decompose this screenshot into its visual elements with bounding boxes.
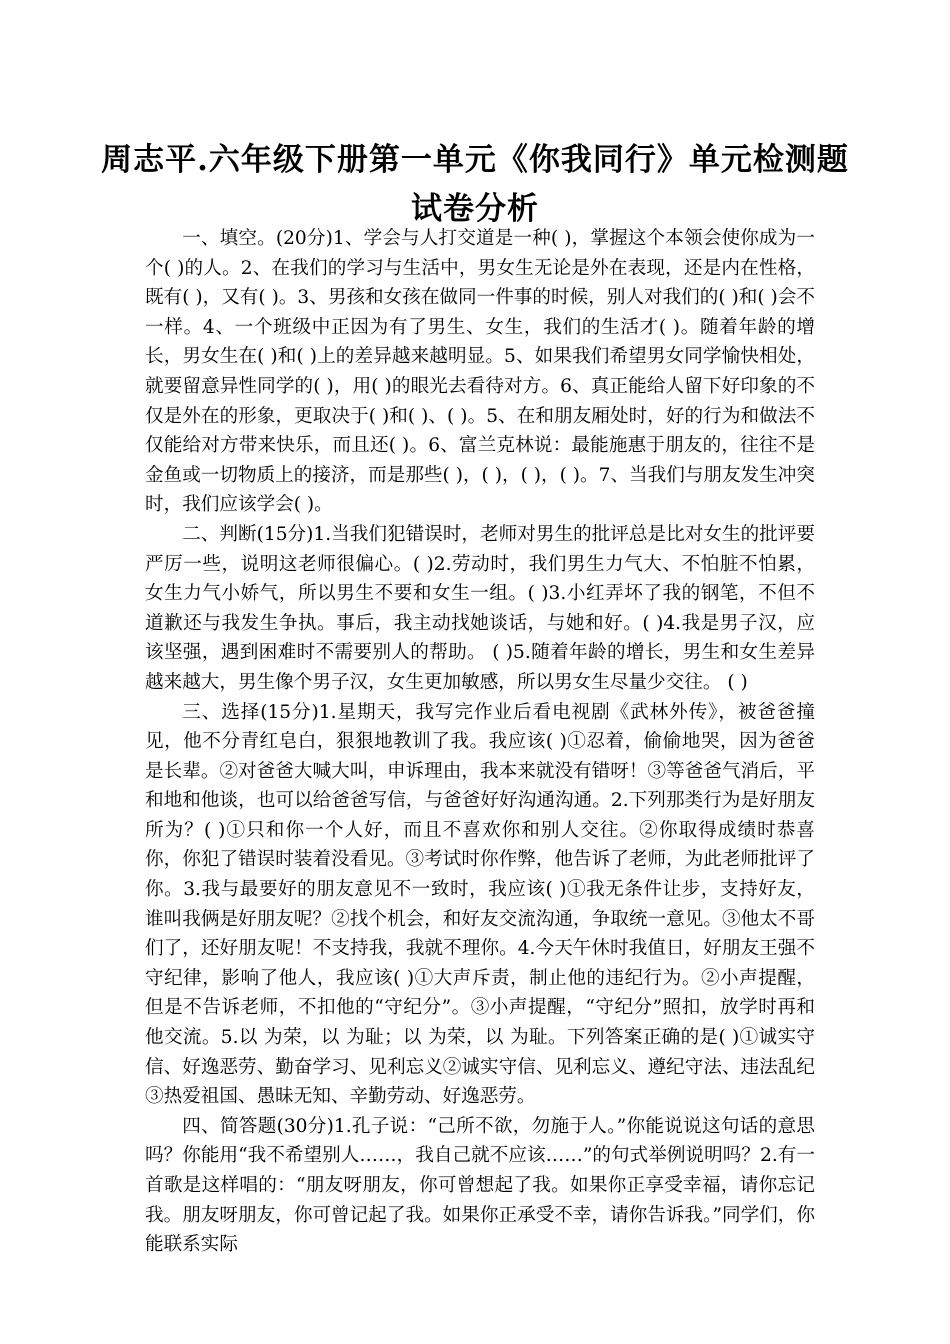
document-title: 周志平.六年级下册第一单元《你我同行》单元检测题	[101, 142, 849, 178]
section-true-false: 二、判断(15分)1.当我们犯错误时，老师对男生的批评总是比对女生的批评要严厉一些，说明这老师很偏心。( )2.劳动时，我们男生力气大、不怕脏不怕累，女生力气小娇气，所以男生不要和女生一组。( )3.小红弄坏了我的钢笔，不但不道歉还与我发生争执。事后，我主动找她谈话，与她和好。( )4.我是男子汉，应该坚强，遇到困难时不需要别人的帮助。 ( )5.随着年龄的增长，男生和女生差异越来越大，男生像个男子汉，女生更加敏感，所以男女生尽量少交往。 ( )	[145, 523, 815, 693]
document-body	[145, 224, 815, 1260]
section-short-answer: 四、简答题(30分)1.孔子说：“己所不欲，勿施于人。”你能说说这句话的意思吗？你能用“我不希望别人……，我自己就不应该……”的句式举例说明吗？2.有一首歌是这样唱的：“朋友呀朋友，你可曾想起了我。如果你正享受幸福，请你忘记我。朋友呀朋友，你可曾记起了我。如果你正承受不幸，请你告诉我。”同学们，你能联系实际	[145, 1115, 815, 1256]
section-multiple-choice: 三、选择(15分)1.星期天，我写完作业后看电视剧《武林外传》，被爸爸撞见，他不分青红皂白，狠狠地教训了我。我应该( )①忍着，偷偷地哭，因为爸爸是长辈。②对爸爸大喊大叫，申诉理由，我本来就没有错呀！③等爸爸气消后，平和地和他谈，也可以给爸爸写信，与爸爸好好沟通沟通。2.下列那类行为是好朋友所为？( )①只和你一个人好，而且不喜欢你和别人交往。②你取得成绩时恭喜你，你犯了错误时装着没看见。③考试时你作弊，他告诉了老师，为此老师批评了你。3.我与最要好的朋友意见不一致时，我应该( )①我无条件让步，支持好友，谁叫我俩是好朋友呢？②找个机会，和好友交流沟通，争取统一意见。③他太不哥们了，还好朋友呢！不支持我，我就不理你。4.今天午休时我值日，好朋友王强不守纪律，影响了他人，我应该( )①大声斥责，制止他的违纪行为。②小声提醒，但是不告诉老师，不扣他的“守纪分”。③小声提醒，“守纪分”照扣，放学时再和他交流。5.以 为荣，以 为耻；以 为荣，以 为耻。下列答案正确的是( )①诚实守信、好逸恶劳、勤奋学习、见利忘义②诚实守信、见利忘义、遵纪守法、违法乱纪③热爱祖国、愚昧无知、辛勤劳动、好逸恶劳。	[145, 701, 815, 1108]
section-fill-in-blank: 一、填空。(20分)1、学会与人打交道是一种( )，掌握这个本领会使你成为一个( )的人。2、在我们的学习与生活中，男女生无论是外在表现，还是内在性格，既有( )，又有( )。3、男孩和女孩在做同一件事的时候，别人对我们的( )和( )会不一样。4、一个班级中正因为有了男生、女生，我们的生活才( )。随着年龄的增长，男女生在( )和( )上的差异越来越明显。5、如果我们希望男女同学愉快相处，就要留意异性同学的( )，用( )的眼光去看待对方。6、真正能给人留下好印象的不仅是外在的形象，更取决于( )和( )、( )。5、在和朋友厢处时，好的行为和做法不仅能给对方带来快乐，而且还( )。6、富兰克林说：最能施惠于朋友的，往往不是金鱼或一切物质上的接济，而是那些( )，( )，( )，( )。7、当我们与朋友发生冲突时，我们应该学会( )。	[145, 228, 815, 516]
document-subtitle: 试卷分析	[411, 191, 539, 227]
